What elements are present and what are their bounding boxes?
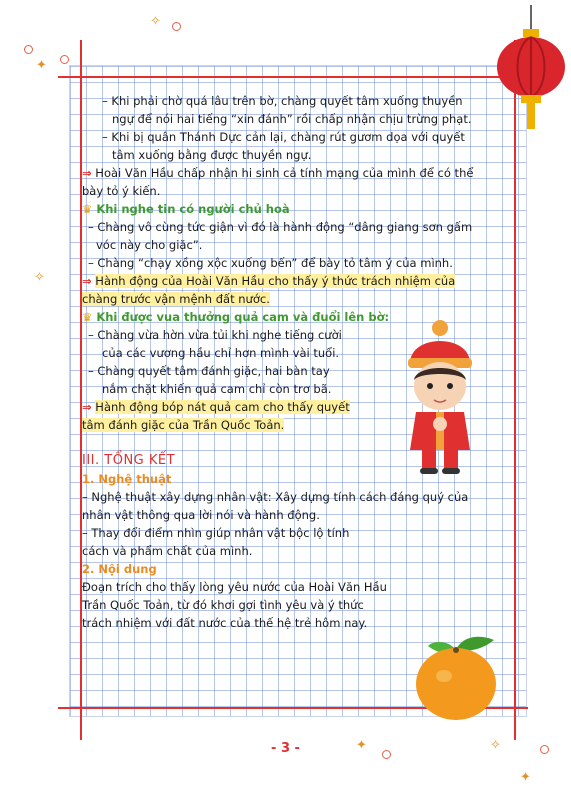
doodle-star: ✧ bbox=[150, 14, 161, 29]
crown-icon: ♛ bbox=[82, 202, 93, 216]
text-line: cách và phẩm chất của mình. bbox=[82, 544, 253, 558]
text-line: – Thay đổi điểm nhìn giúp nhân vật bộc lộ tính bbox=[82, 526, 350, 540]
text-line: – Nghệ thuật xây dựng nhân vật: Xây dựng tính cách đáng quý của bbox=[82, 490, 469, 504]
doodle-circle bbox=[172, 22, 181, 31]
doodle-star: ✧ bbox=[490, 738, 501, 753]
doodle-star: ✦ bbox=[356, 738, 367, 753]
conclusion-line: ⇒ Hành động của Hoài Văn Hầu cho thấy ý thức trách nhiệm của bbox=[82, 274, 456, 288]
text-line: chàng trước vận mệnh đất nước. bbox=[82, 292, 270, 306]
text-line: – Chàng “chạy xồng xộc xuống bến” để bày tỏ tâm ý của mình. bbox=[88, 256, 453, 270]
text-line: – Chàng vừa hờn vừa tủi khi nghe tiếng cười bbox=[88, 328, 342, 342]
conclusion-line: ⇒ Hành động bóp nát quả cam cho thấy quyết bbox=[82, 400, 350, 414]
text-line: – Khi bị quân Thánh Dực cản lại, chàng rút gươm dọa với quyết bbox=[102, 130, 465, 144]
subheading: ♛ Khi nghe tin có người chủ hoà bbox=[82, 202, 290, 216]
text-line: nhân vật thông qua lời nói và hành động. bbox=[82, 508, 320, 522]
section-heading: III. TỔNG KẾT bbox=[82, 453, 176, 468]
doodle-star: ✦ bbox=[36, 58, 47, 73]
margin-line-top bbox=[58, 76, 528, 78]
text-line: vóc này cho giặc”. bbox=[96, 238, 203, 252]
text-line: bày tỏ ý kiến. bbox=[82, 184, 161, 198]
margin-line-right bbox=[514, 40, 516, 740]
text-line: Trần Quốc Toản, từ đó khơi gợi tình yêu và ý thức bbox=[82, 598, 364, 612]
doodle-star: ✧ bbox=[34, 270, 45, 285]
margin-line-left bbox=[80, 40, 82, 740]
subsection-heading: 2. Nội dung bbox=[82, 562, 157, 576]
boy-character-illustration bbox=[390, 318, 490, 478]
text-line: tâm đánh giặc của Trần Quốc Toản. bbox=[82, 418, 285, 432]
text-line: Đoạn trích cho thấy lòng yêu nước của Hoài Văn Hầu bbox=[82, 580, 387, 594]
arrow-icon: ⇒ bbox=[82, 400, 92, 414]
page-number: - 3 - bbox=[271, 741, 300, 756]
lantern-illustration bbox=[495, 5, 571, 135]
text-line: tâm xuống bằng được thuyền ngự. bbox=[112, 148, 312, 162]
subsection-heading: 1. Nghệ thuật bbox=[82, 472, 172, 486]
text-line: – Chàng quyết tâm đánh giặc, hai bàn tay bbox=[88, 364, 330, 378]
text-line: trách nhiệm với đất nước của thế hệ trẻ hôm nay. bbox=[82, 616, 368, 630]
text-line: ngự để nói hai tiếng “xin đánh” rồi chấp nhận chịu trừng phạt. bbox=[112, 112, 472, 126]
doodle-circle bbox=[60, 55, 69, 64]
conclusion-line: ⇒ Hoài Văn Hầu chấp nhận hi sinh cả tính mạng của mình để có thể bbox=[82, 166, 474, 180]
subheading: ♛ Khi được vua thưởng quả cam và đuổi lên bờ: bbox=[82, 310, 390, 324]
doodle-star: ✦ bbox=[520, 770, 531, 785]
text-line: – Khi phải chờ quá lâu trên bờ, chàng quyết tâm xuống thuyền bbox=[102, 94, 463, 108]
doodle-circle bbox=[24, 45, 33, 54]
text-line: – Chàng vô cùng tức giận vì đó là hành động “dâng giang sơn gấm bbox=[88, 220, 473, 234]
text-line: của các vương hầu chỉ hơn mình vài tuổi. bbox=[102, 346, 340, 360]
text-line: nắm chặt khiến quả cam chỉ còn trơ bã. bbox=[102, 382, 332, 396]
arrow-icon: ⇒ bbox=[82, 166, 92, 180]
orange-fruit-illustration bbox=[408, 632, 508, 722]
crown-icon: ♛ bbox=[82, 310, 93, 324]
arrow-icon: ⇒ bbox=[82, 274, 92, 288]
